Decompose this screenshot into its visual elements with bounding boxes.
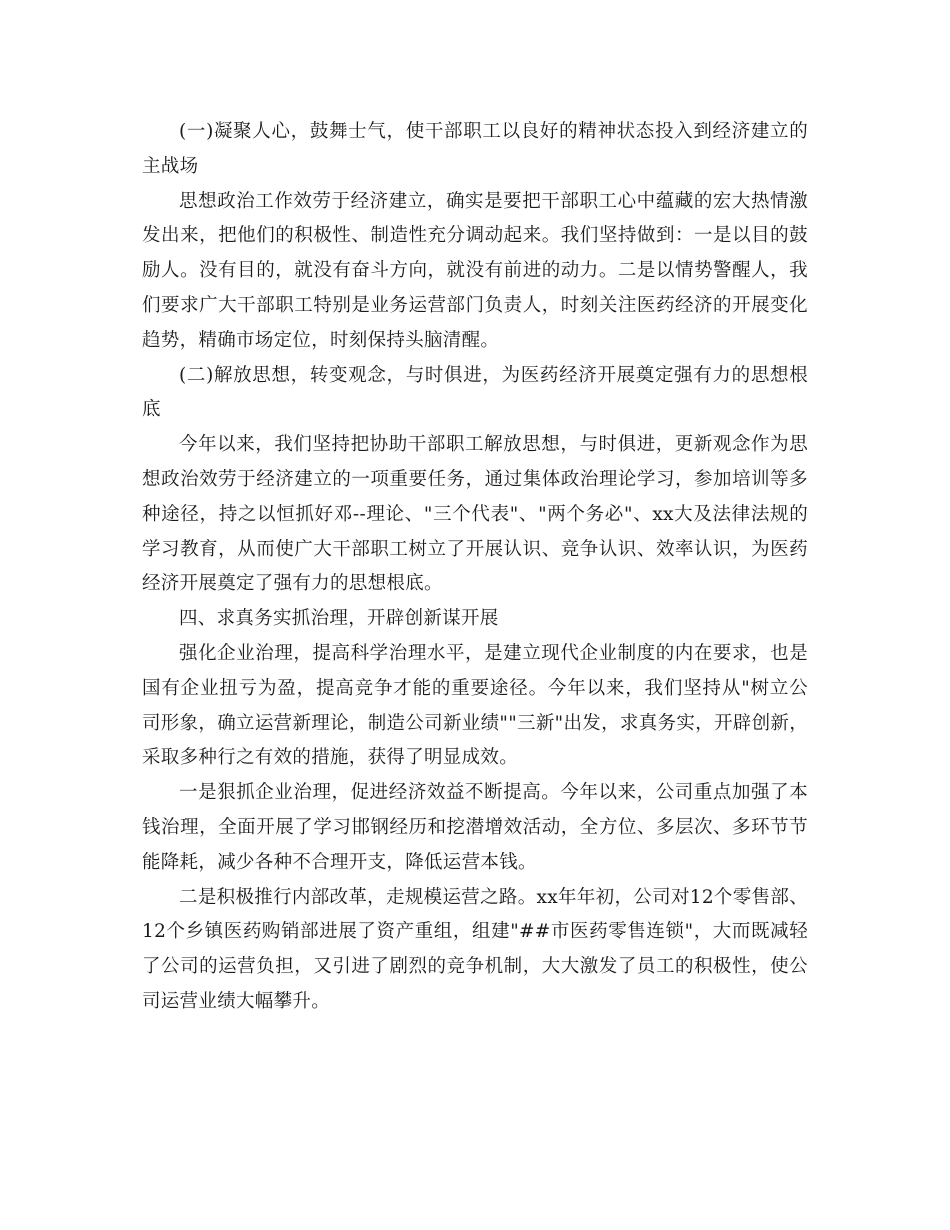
- paragraph-cost-control: 一是狠抓企业治理，促进经济效益不断提高。今年以来，公司重点加强了本钱治理，全面开展了学习邯钢经历和挖潜增效活动，全方位、多层次、多环节节能降耗，减少各种不合理开支，降低运营本钱。: [142, 782, 808, 873]
- paragraph-emancipate-mind: 今年以来，我们坚持把协助干部职工解放思想，与时俱进，更新观念作为思想政治效劳于经济建立的一项重要任务，通过集体政治理论学习，参加培训等多种途径，持之以恒抓好邓--理论、"三个代表"、"两个务必"、xx大及法律法规的学习教育，从而使广大干部职工树立了开展认识、竞争认识、效率认识，为医药经济开展奠定了强有力的思想根底。: [142, 434, 808, 595]
- document-body: [142, 115, 808, 1020]
- paragraph-internal-reform: 二是积极推行内部改革，走规模运营之路。xx年年初，公司对12个零售部、12个乡镇医药购销部进展了资产重组，组建"##市医药零售连锁"，大而既减轻了公司的运营负担，又引进了剧烈的竞争机制，大大激发了员工的积极性，使公司运营业绩大幅攀升。: [142, 886, 808, 1012]
- paragraph-ideological-work: 思想政治工作效劳于经济建立，确实是要把干部职工心中蕴藏的宏大热情激发出来，把他们的积极性、制造性充分调动起来。我们坚持做到：一是以目的鼓励人。没有目的，就没有奋斗方向，就没有前进的动力。二是以情势警醒人，我们要求广大干部职工特别是业务运营部门负责人，时刻关注医药经济的开展变化趋势，精确市场定位，时刻保持头脑清醒。: [142, 190, 808, 351]
- heading-section-4: 四、求真务实抓治理，开辟创新谋开展: [179, 608, 499, 630]
- paragraph-enterprise-management: 强化企业治理，提高科学治理水平，是建立现代企业制度的内在要求，也是国有企业扭亏为盈，提高竞争才能的重要途径。今年以来，我们坚持从"树立公司形象，确立运营新理论，制造公司新业绩""三新"出发，求真务实，开辟创新，采取多种行之有效的措施，获得了明显成效。: [142, 642, 808, 769]
- heading-section-2: (二)解放思想，转变观念，与时俱进，为医药经济开展奠定强有力的思想根底: [142, 364, 808, 421]
- heading-section-1: (一)凝聚人心，鼓舞士气，使干部职工以良好的精神状态投入到经济建立的主战场: [142, 121, 808, 177]
